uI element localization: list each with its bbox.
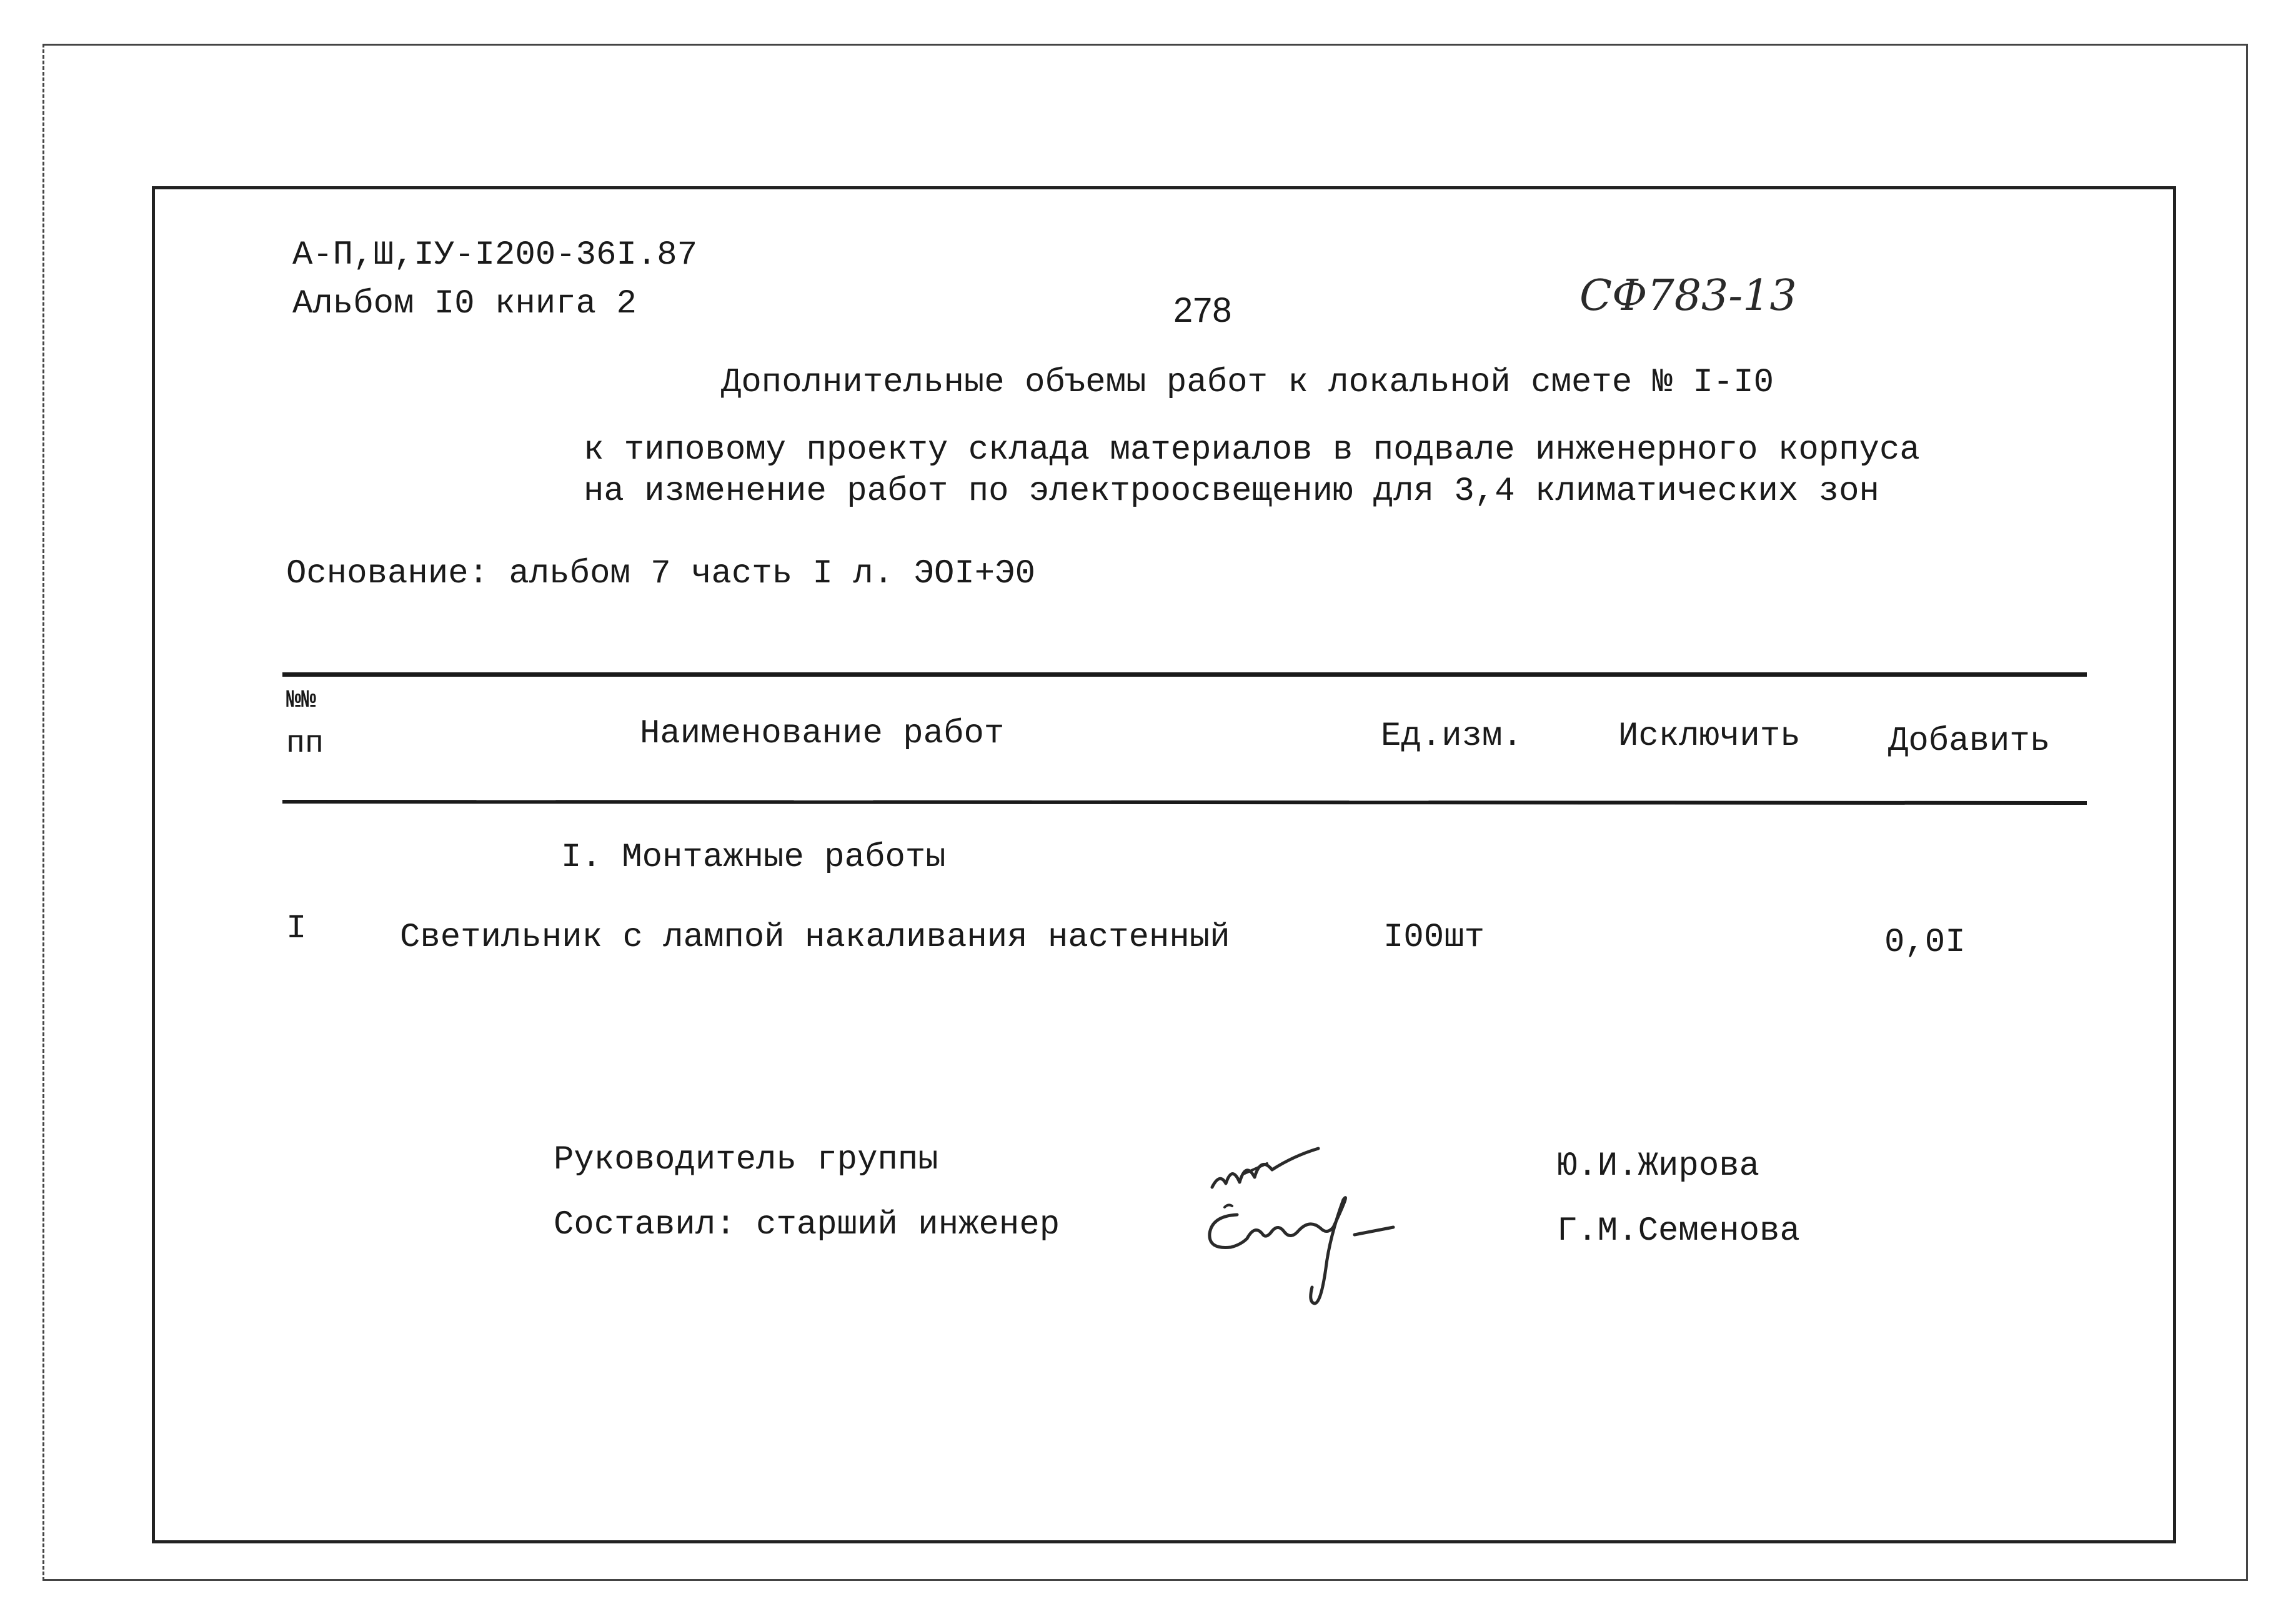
row-add: 0,0І [1884, 924, 1966, 962]
section-heading: І. Монтажные работы [561, 839, 946, 877]
row-unit: І00шт [1383, 919, 1485, 957]
doc-code: А-П,Ш,ІУ-І200-36І.87 [292, 236, 698, 274]
header-unit: Ед.изм. [1381, 717, 1523, 755]
document-title: Дополнительные объемы работ к локальной смете № І-І0 [721, 364, 1774, 402]
header-num-line1: №№ [286, 687, 317, 715]
row-number: І [286, 910, 307, 948]
basis-line: Основание: альбом 7 часть І л. ЭОІ+Э0 [286, 555, 1035, 593]
row-work-name: Светильник с лампой накаливания настенный [400, 919, 1230, 957]
header-num-line2: пп [286, 726, 324, 762]
table-top-rule [282, 672, 2087, 677]
title-subline-2: на изменение работ по электроосвещению для 3,4 климатических зон [584, 472, 1879, 511]
header-add: Добавить [1888, 722, 2051, 760]
handwritten-signature-2 [1187, 1187, 1475, 1325]
header-exclude: Исключить [1618, 717, 1801, 755]
header-name: Наименование работ [640, 715, 1005, 753]
album-reference: Альбом І0 книга 2 [292, 285, 637, 323]
signature-role-1: Руководитель группы [554, 1141, 938, 1179]
signature-name-1: Ю.И.Жирова [1557, 1147, 1760, 1185]
title-subline-1: к типовому проекту склада материалов в подвале инженерного корпуса [584, 431, 1920, 469]
signature-name-2: Г.М.Семенова [1557, 1212, 1800, 1250]
signature-role-2: Составил: старший инженер [554, 1206, 1060, 1244]
page-number: 278 [1173, 290, 1232, 329]
handwritten-stamp: СФ783-13 [1579, 271, 1797, 321]
